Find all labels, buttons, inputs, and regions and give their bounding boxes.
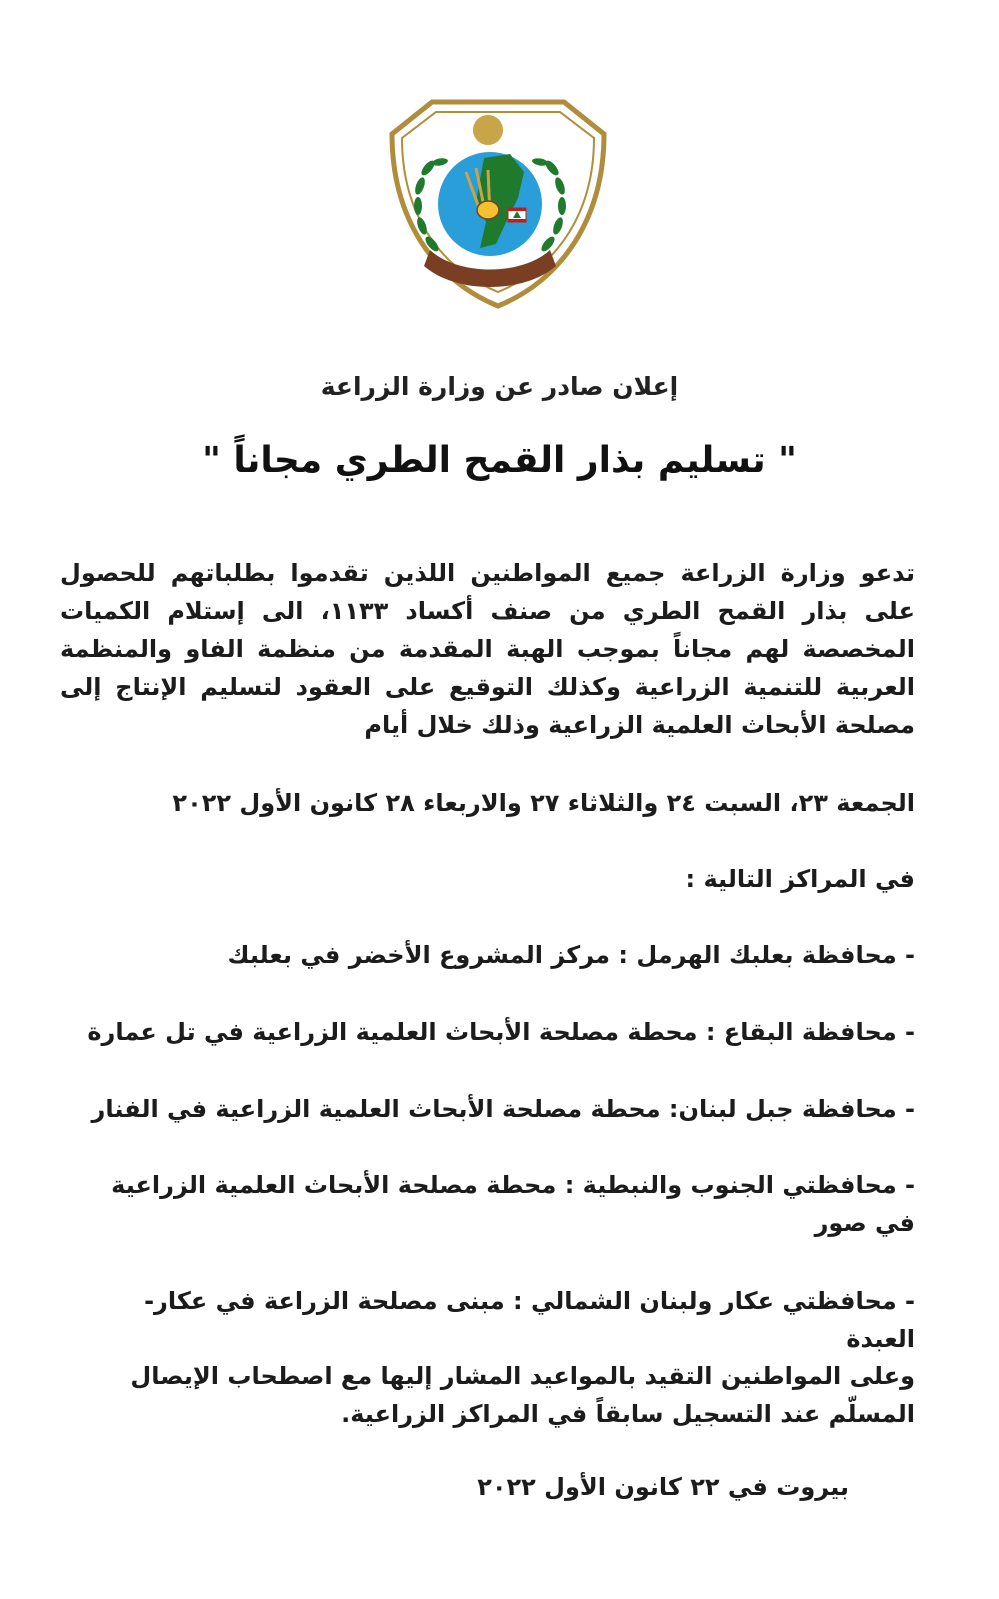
center-item-baalbek-hermel: - محافظة بعلبك الهرمل : مركز المشروع الأخضر في بعلبك (227, 941, 915, 969)
center-item-bekaa: - محافظة البقاع : محطة مصلحة الأبحاث العلمية الزراعية في تل عمارة (87, 1018, 915, 1046)
ministry-of-agriculture-emblem-icon (384, 98, 612, 310)
center-item-south-nabatieh: - محافظتي الجنوب والنبطية : محطة مصلحة الأبحاث العلمية الزراعية في صور (111, 1171, 915, 1237)
distribution-dates: الجمعة ٢٣، السبت ٢٤ والثلاثاء ٢٧ والاربعاء ٢٨ كانون الأول ٢٠٢٢ (172, 789, 915, 817)
signoff-date: بيروت في ٢٢ كانون الأول ٢٠٢٢ (477, 1473, 849, 1501)
closing-paragraph: وعلى المواطنين التقيد بالمواعيد المشار إليها مع اصطحاب الإيصال المسلّم عند التسجيل سابقاً في المراكز الزراعية. (130, 1362, 915, 1428)
centers-label: في المراكز التالية : (685, 865, 915, 893)
announcement-heading: إعلان صادر عن وزارة الزراعة (320, 372, 679, 401)
announcement-intro-paragraph: تدعو وزارة الزراعة جميع المواطنين اللذين تقدموا بطلباتهم للحصول على بذار القمح الطري من صنف أكساد ١١٣٣، الى إستلام الكميات المخصصة لهم مجاناً بموجب الهبة المقدمة من منظمة الفاو والمنظمة العربية للتنمية الزراعية وكذلك التوقيع على العقود لتسليم الإنتاج إلى مصلحة الأبحاث العلمية الزراعية وذلك خلال أيام (60, 559, 915, 739)
center-item-akkar-north: - محافظتي عكار ولبنان الشمالي : مبنى مصلحة الزراعة في عكار- العبدة (144, 1287, 915, 1353)
center-item-mount-lebanon: - محافظة جبل لبنان: محطة مصلحة الأبحاث العلمية الزراعية في الفنار (91, 1095, 915, 1123)
announcement-title: " تسليم بذار القمح الطري مجاناً " (202, 440, 797, 481)
